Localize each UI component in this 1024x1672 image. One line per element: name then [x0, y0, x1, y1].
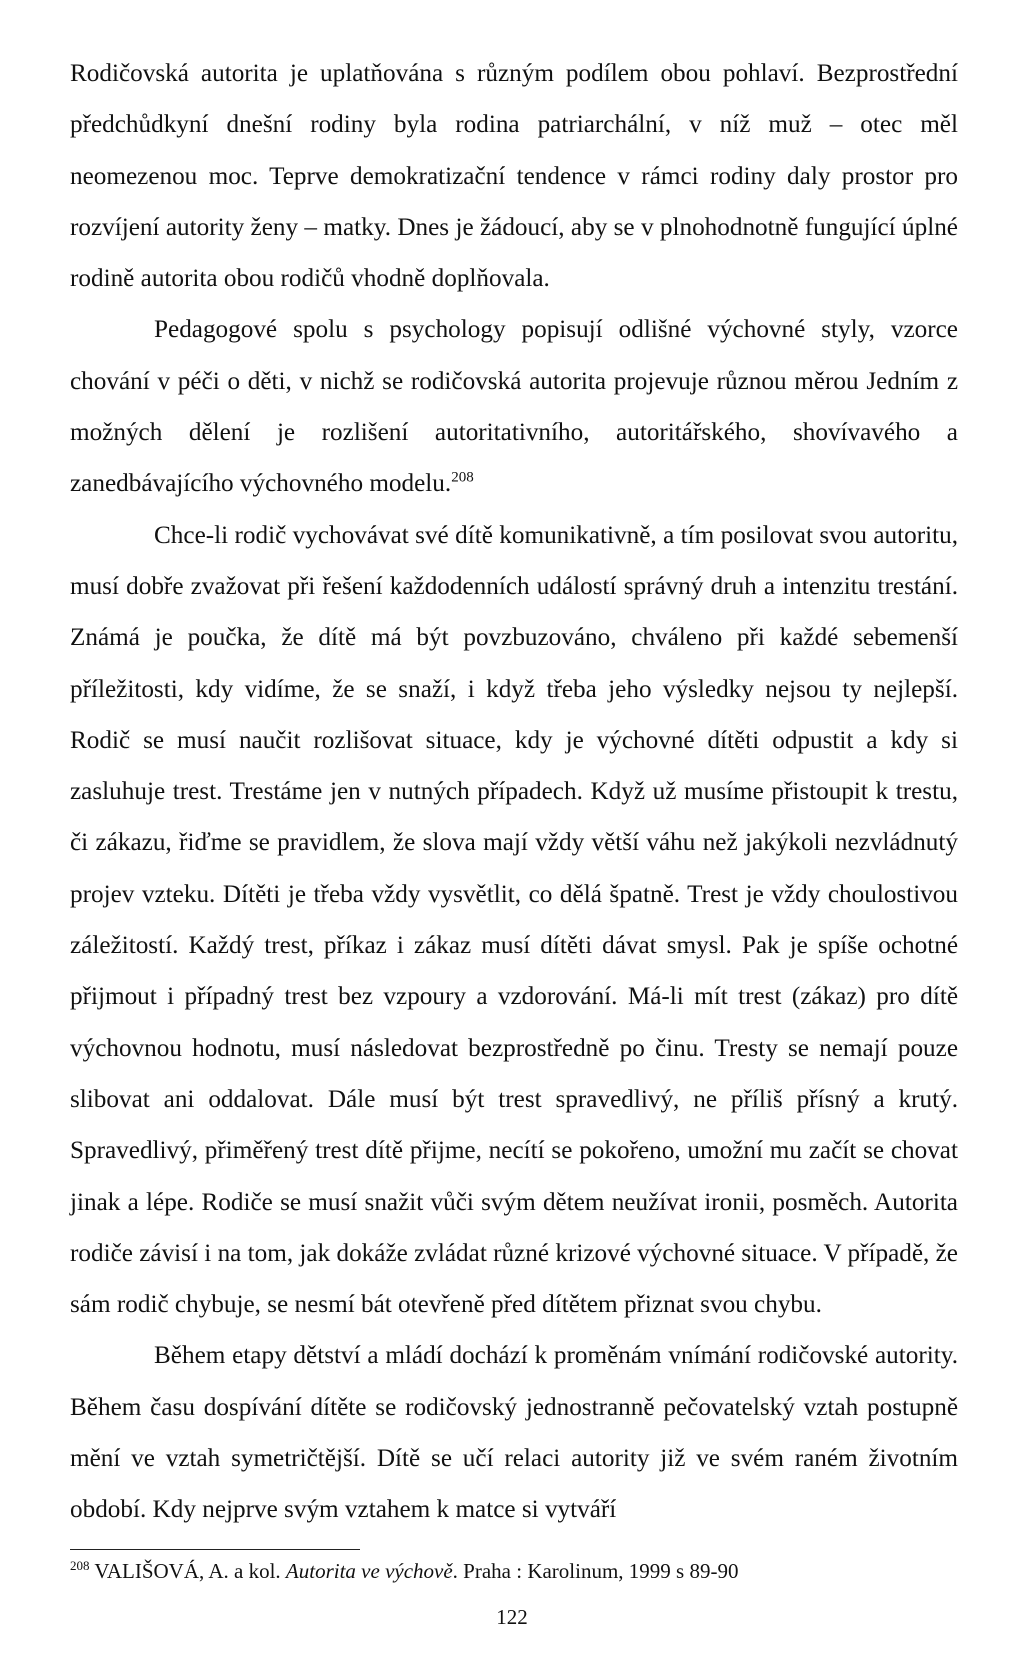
footnote [70, 1556, 958, 1586]
footnote-title: Autorita ve výchově [285, 1559, 453, 1583]
page-number: 122 [496, 1605, 528, 1629]
paragraph-4: Během etapy dětství a mládí dochází k proměnám vnímání rodičovské autority. Během času dospívání dítěte se rodičovský jednostranně pečovatelský vztah postupně mění ve vztah symetričtější. Dítě se učí relaci autority již ve svém raném životním období. Kdy nejprve svým vztahem k matce si vytváří [70, 1342, 958, 1524]
paragraph-2 [70, 304, 958, 509]
footnote-separator [70, 1549, 360, 1550]
footnote-authors: VALIŠOVÁ, A. a kol. [94, 1559, 286, 1583]
paragraph-1: Rodičovská autorita je uplatňována s různým podílem obou pohlaví. Bezprostřední předchůdkyní dnešní rodiny byla rodina patriarchální, v níž muž – otec měl neomezenou moc. Teprve demokratizační tendence v rámci rodiny daly prostor pro rozvíjení autority ženy – matky. Dnes je žádoucí, aby se v plnohodnotně fungující úplné rodině autorita obou rodičů vhodně doplňovala. [70, 60, 958, 293]
paragraph-3: Chce-li rodič vychovávat své dítě komunikativně, a tím posilovat svou autoritu, musí dobře zvažovat při řešení každodenních událostí správný druh a intenzitu trestání. Známá je poučka, že dítě má být povzbuzováno, chváleno při každé sebemenší příležitosti, kdy vidíme, že se snaží, i když třeba jeho výsledky nejsou ty nejlepší. Rodič se musí naučit rozlišovat situace, kdy je výchovné dítěti odpustit a kdy si zasluhuje trest. Trestáme jen v nutných případech. Když už musíme přistoupit k trestu, či zákazu, řiďme se pravidlem, že slova mají vždy větší váhu než jakýkoli nezvládnutý projev vzteku. Dítěti je třeba vždy vysvětlit, co dělá špatně. Trest je vždy choulostivou záležitostí. Každý trest, příkaz i zákaz musí dítěti dávat smysl. Pak je spíše ochotné přijmout i případný trest bez vzpoury a vzdorování. Má-li mít trest (zákaz) pro dítě výchovnou hodnotu, musí následovat bezprostředně po činu. Tresty se nemají pouze slibovat ani oddalovat. Dále musí být trest spravedlivý, ne příliš přísný a krutý. Spravedlivý, přiměřený trest dítě přijme, necítí se pokořeno, umožní mu začít se chovat jinak a lépe. Rodiče se musí snažit vůči svým dětem neužívat ironii, posměch. Autorita rodiče závisí i na tom, jak dokáže zvládat různé krizové výchovné situace. V případě, že sám rodič chybuje, se nesmí bát otevřeně před dítětem přiznat svou chybu. [70, 521, 958, 1319]
footnote-reference[interactable]: 208 [451, 469, 474, 486]
footnote-publication: . Praha : Karolinum, 1999 s 89-90 [452, 1559, 739, 1583]
page-body [70, 48, 958, 1536]
footnote-number: 208 [70, 1558, 90, 1573]
paragraph-2-text: Pedagogové spolu s psychology popisují odlišné výchovné styly, vzorce chování v péči o děti, v nichž se rodičovská autorita projevuje různou měrou Jedním z možných dělení je rozlišení autoritativního, autoritářského, shovívavého a zanedbávajícího výchovného modelu. [70, 316, 958, 498]
